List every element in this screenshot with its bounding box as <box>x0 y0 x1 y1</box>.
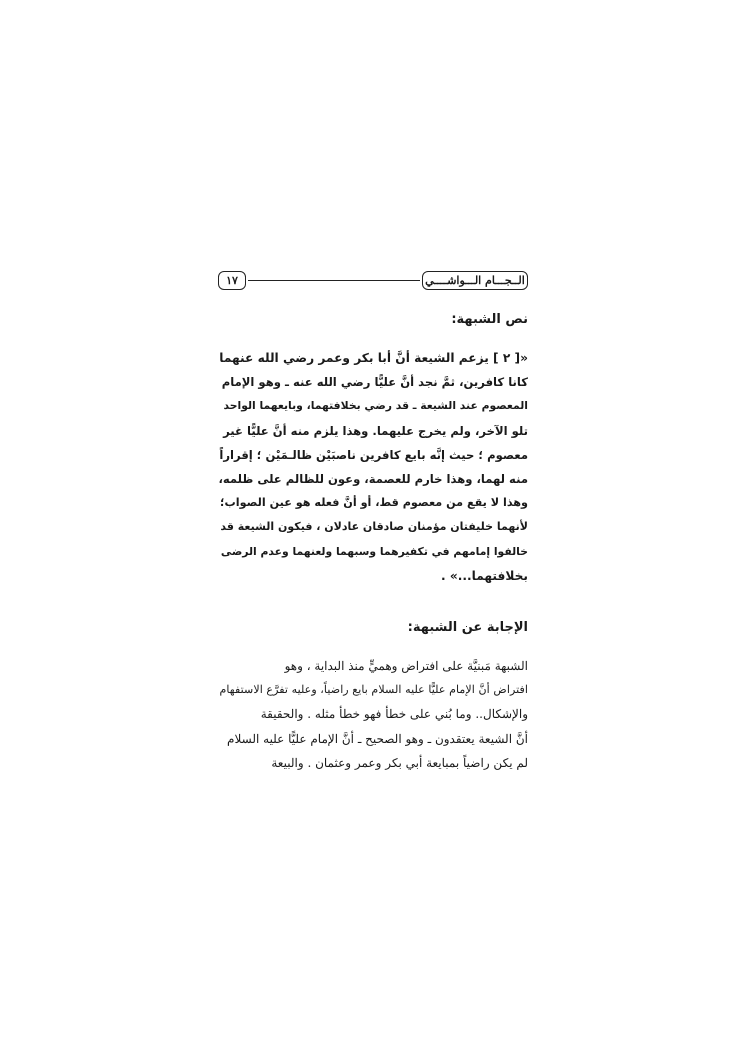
text-line: بخلافتهما...» . <box>441 568 528 583</box>
text-line: تلو الآخر، ولم يخرج عليهما. وهذا يلزم منه أنَّ عليًّا غير <box>223 423 528 438</box>
section-heading-answer: الإجابة عن الشبهة: <box>407 620 528 635</box>
section-heading-claim: نص الشبهة: <box>451 312 528 327</box>
text-line: كانا كافرين، ثمَّ نجد أنَّ عليًّا رضي الله عنه ـ وهو الإمام <box>221 375 528 390</box>
header-rule <box>248 280 420 281</box>
text-line: المعصوم عند الشيعة ـ قد رضي بخلافتهما، وبايعهما الواحد <box>223 399 528 413</box>
page-number: ١٧ <box>218 271 246 290</box>
text-line: الشبهة مَبنيَّة على افتراض وهميٍّ منذ البداية ، وهو <box>284 659 528 673</box>
text-line: أنَّ الشيعة يعتقدون ـ وهو الصحيح ـ أنَّ الإمام عليًّا عليه السلام <box>227 731 528 746</box>
text-line: والإشكال.. وما بُني على خطأ فهو خطأ مثله . والحقيقة <box>260 707 528 722</box>
book-title: الــجـــام الـــواشــــي <box>422 271 528 290</box>
claim-text <box>218 346 528 588</box>
text-line: معصوم ؛ حيث إنَّه بايع كافرين ناصبَيْن ظالـمَيْن ؛ إقراراً <box>219 447 528 462</box>
text-line: لم يكن راضياً بمبايعة أبي بكر وعمر وعثمان . والبيعة <box>271 755 528 770</box>
text-line: لأنهما خليفتان مؤمنان صادقان عادلان ، فيكون الشيعة قد <box>220 520 528 534</box>
book-page <box>218 270 528 790</box>
text-line: خالفوا إمامهم في تكفيرهما وسبهما ولعنهما وعدم الرضى <box>220 544 528 558</box>
page-header <box>218 270 528 292</box>
text-line: منه لهما، وهذا خارم للعصمة، وعون للظالم على ظلمه، <box>218 471 528 486</box>
text-line: وهذا لا يقع من معصوم قط، أو أنَّ فعله هو عين الصواب؛ <box>220 496 528 510</box>
text-line: «[ ٢ ] يزعم الشيعة أنَّ أبا بكر وعمر رضي الله عنهما <box>219 351 528 365</box>
text-line: افتراض أنَّ الإمام عليًّا عليه السلام بايع راضياً، وعليه تفرَّع الاستفهام <box>219 683 528 697</box>
answer-text <box>218 654 528 775</box>
